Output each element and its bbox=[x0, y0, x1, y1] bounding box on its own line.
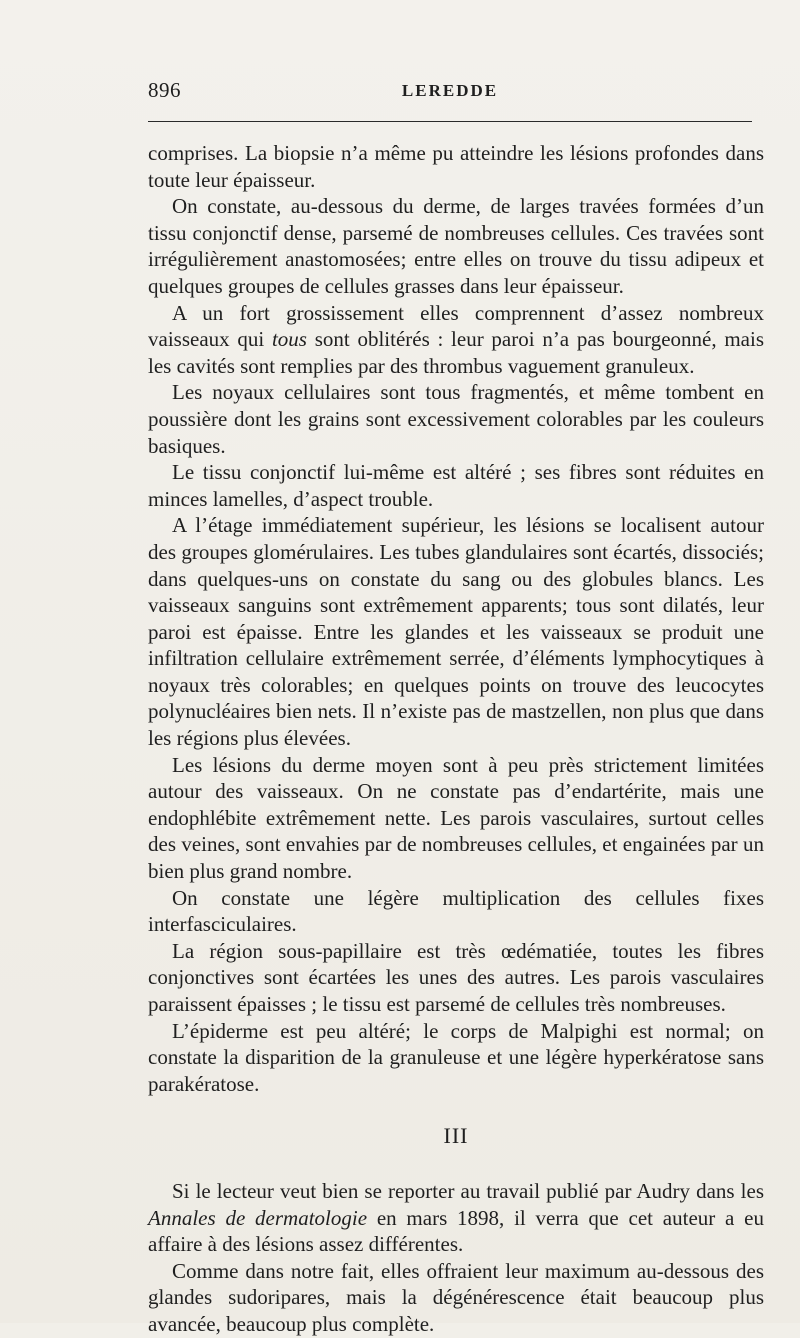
paragraph: La région sous-papillaire est très œdématiée, toutes les fibres conjonctives sont écartées les unes des autres. Les parois vasculaires paraissent épaisses ; le tissu est parsemé de cellules très nombreuses. bbox=[148, 938, 764, 1016]
journal-title: Annales de dermatologie bbox=[148, 1205, 368, 1230]
paragraph: Le tissu conjonctif lui-même est altéré ; ses fibres sont réduites en minces lamelles, d’aspect trouble. bbox=[148, 460, 764, 511]
paragraph: Les lésions du derme moyen sont à peu près strictement limitées autour des vaisseaux. On ne constate pas d’endartérite, mais une endophlébite extrêmement nette. Les parois vasculaires, surtout celles des veines, sont envahies par de nombreuses cellules, et engainées par un bien plus grand nombre. bbox=[148, 752, 764, 884]
paragraph: comprises. La biopsie n’a même pu atteindre les lésions profondes dans toute leur épaisseur. bbox=[148, 141, 764, 192]
page-header bbox=[148, 78, 752, 108]
paragraph: Comme dans notre fait, elles offraient leur maximum au-dessous des glandes sudoripares, mais la dégénérescence était beaucoup plus avancée, beaucoup plus complète. bbox=[148, 1258, 764, 1336]
page-number: 896 bbox=[148, 78, 181, 102]
paragraph: L’épiderme est peu altéré; le corps de Malpighi est normal; on constate la disparition de la granuleuse et une légère hyperkératose sans parakératose. bbox=[148, 1018, 764, 1096]
paragraph: A l’étage immédiatement supérieur, les lésions se localisent autour des groupes glomérulaires. Les tubes glandulaires sont écartés, dissociés; dans quelques-uns on constate du sang ou des globules blancs. Les vaisseaux sanguins sont extrêmement apparents; tous sont dilatés, leur paroi est épaisse. Entre les glandes et les vaisseaux se produit une infiltration cellulaire extrêmement serrée, d’éléments lymphocytiques à noyaux très colorables; en quelques points on trouve des leucocytes polynucléaires bien nets. Il n’existe pas de mastzellen, non plus que dans les régions plus élevées. bbox=[148, 513, 764, 751]
paragraph: On constate, au-dessous du derme, de larges travées formées d’un tissu conjonctif dense, parsemé de nombreuses cellules. Ces travées sont irrégulièrement anastomosées; entre elles on trouve du tissu adipeux et quelques groupes de cellules grasses dans leur épaisseur. bbox=[148, 194, 764, 298]
running-head: LEREDDE bbox=[401, 81, 499, 100]
paragraph: Les noyaux cellulaires sont tous fragmentés, et même tombent en poussière dont les grains sont excessivement colorables par les couleurs basiques. bbox=[148, 380, 764, 458]
body-text bbox=[148, 140, 764, 1338]
paragraph-text: en mars 1898, il verra que cet auteur a eu affaire à des lésions assez différentes. bbox=[148, 1205, 764, 1257]
paragraph-text: A un fort grossissement elles comprennent d’assez nombreux vaisseaux qui bbox=[148, 300, 764, 352]
paragraph-text: sont oblitérés : leur paroi n’a pas bourgeonné, mais les cavités sont remplies par des thrombus vaguement granuleux. bbox=[148, 327, 764, 378]
paragraph: On constate une légère multiplication des cellules fixes interfasciculaires. bbox=[148, 885, 764, 937]
paragraph bbox=[148, 300, 764, 380]
header-rule bbox=[148, 121, 752, 122]
section-heading: III bbox=[443, 1123, 469, 1149]
paragraph bbox=[148, 1178, 764, 1258]
emphasis-text: tous bbox=[271, 327, 307, 352]
paragraph-text: Si le lecteur veut bien se reporter au travail publié par Audry dans les bbox=[172, 1178, 764, 1203]
